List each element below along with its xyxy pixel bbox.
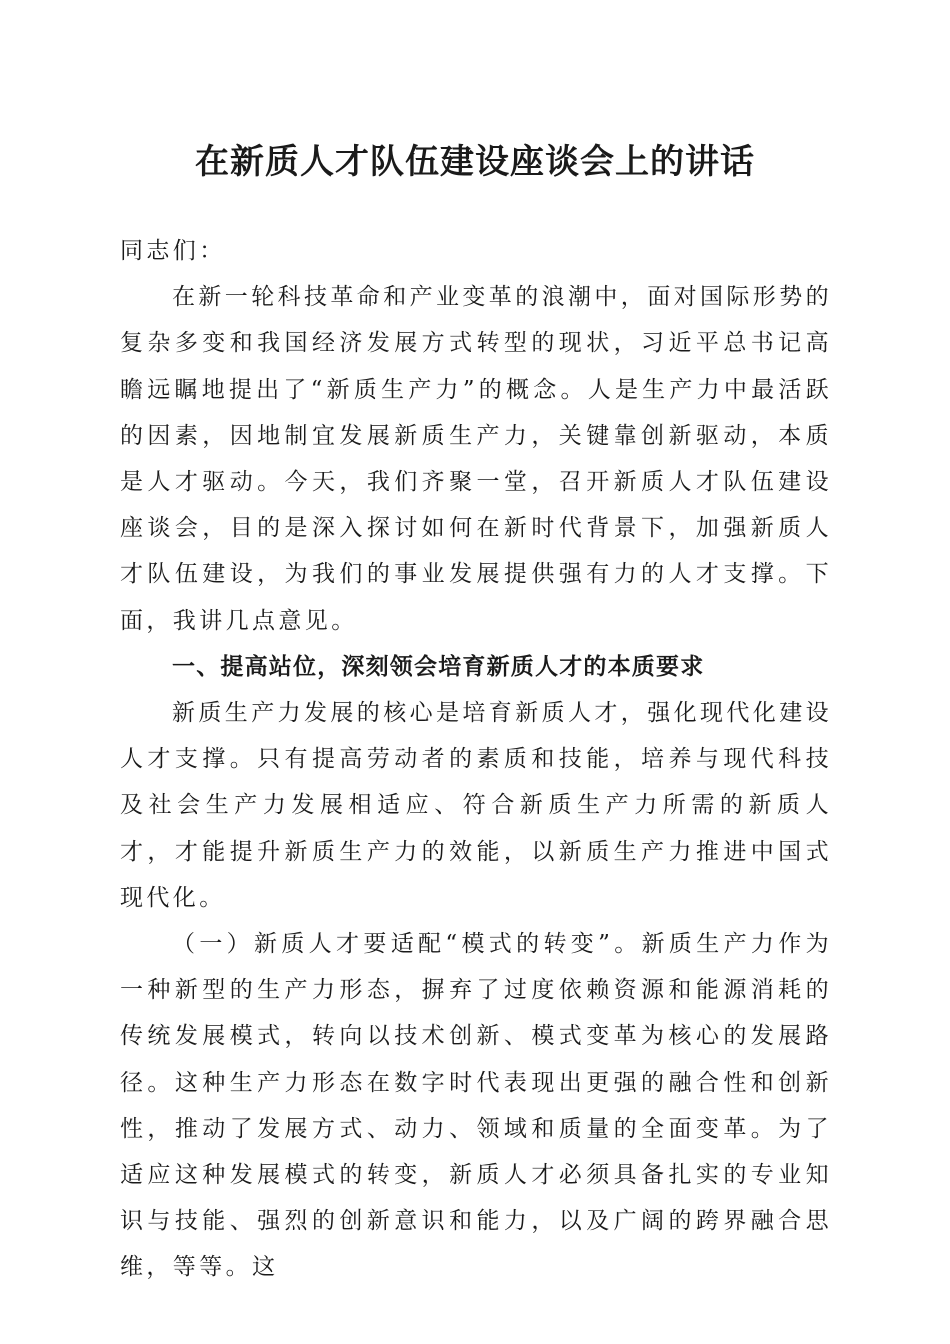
section-1-paragraph: 新质生产力发展的核心是培育新质人才，强化现代化建设人才支撑。只有提高劳动者的素质和技能，培养与现代科技及社会生产力发展相适应、符合新质生产力所需的新质人才，才能提升新质生产力的效能，以新质生产力推进中国式现代化。 bbox=[120, 700, 832, 911]
salutation: 同志们： bbox=[120, 238, 226, 264]
document-body bbox=[120, 228, 832, 1291]
document-title: 在新质人才队伍建设座谈会上的讲话 bbox=[195, 142, 755, 182]
intro-paragraph: 在新一轮科技革命和产业变革的浪潮中，面对国际形势的复杂多变和我国经济发展方式转型的现状，习近平总书记高瞻远瞩地提出了“新质生产力”的概念。人是生产力中最活跃的因素，因地制宜发展新质生产力，关键靠创新驱动，本质是人才驱动。今天，我们齐聚一堂，召开新质人才队伍建设座谈会，目的是深入探讨如何在新时代背景下，加强新质人才队伍建设，为我们的事业发展提供强有力的人才支撑。下面，我讲几点意见。 bbox=[120, 284, 832, 634]
section-1-heading: 一、提高站位，深刻领会培育新质人才的本质要求 bbox=[172, 653, 705, 680]
subsection-1-paragraph: （一）新质人才要适配“模式的转变”。新质生产力作为一种新型的生产力形态，摒弃了过度依赖资源和能源消耗的传统发展模式，转向以技术创新、模式变革为核心的发展路径。这种生产力形态在数字时代表现出更强的融合性和创新性，推动了发展方式、动力、领域和质量的全面变革。为了适应这种发展模式的转变，新质人才必须具备扎实的专业知识与技能、强烈的创新意识和能力，以及广阔的跨界融合思维，等等。这 bbox=[120, 931, 832, 1281]
